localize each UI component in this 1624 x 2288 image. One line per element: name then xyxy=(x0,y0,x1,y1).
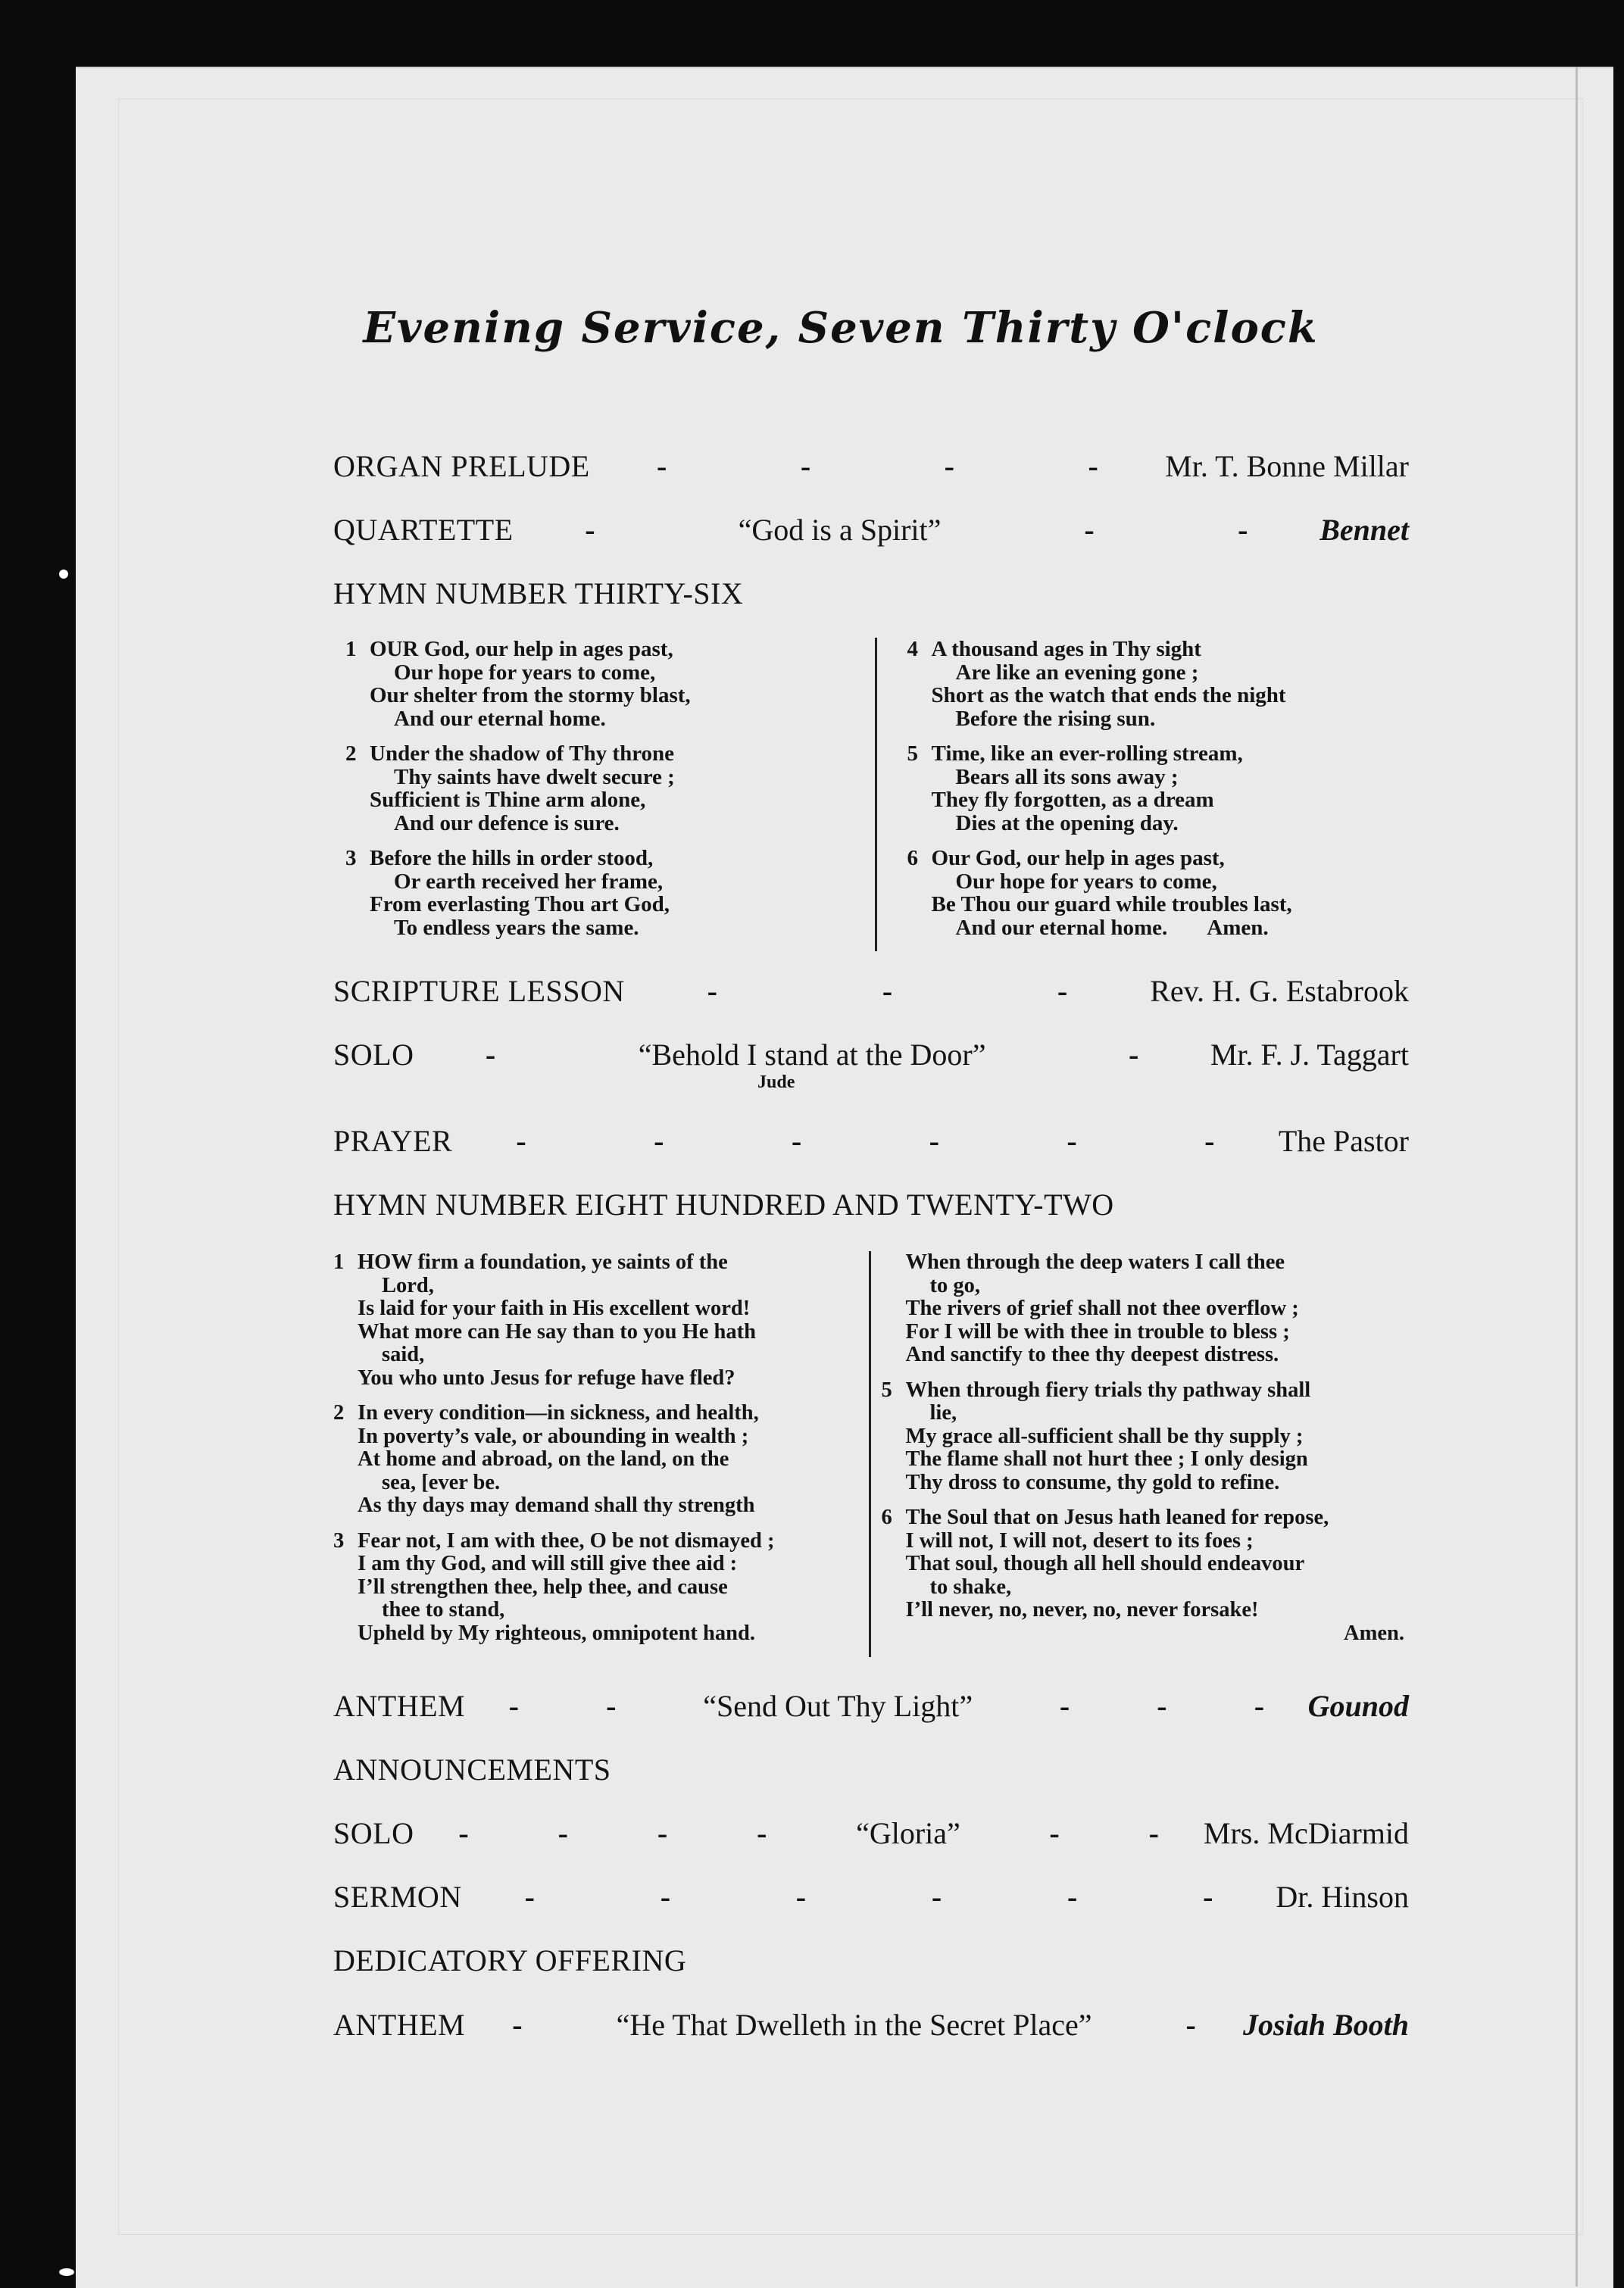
item-label: ANTHEM xyxy=(333,1688,466,1723)
column-divider xyxy=(869,1251,871,1657)
verse-line xyxy=(907,638,1407,661)
verse-line xyxy=(882,1472,1405,1495)
program-item-dedicatory-offering xyxy=(333,1940,1409,1980)
leader-dash: - xyxy=(1088,448,1098,483)
verse-line xyxy=(333,1344,857,1367)
item-leader xyxy=(625,973,1150,1009)
leader-dash: - xyxy=(512,2007,523,2042)
verse-text: OUR God, our help in ages past, xyxy=(370,637,673,661)
verse-text: Is laid for your faith in His excellent word! xyxy=(358,1297,751,1320)
verse-text: to shake, xyxy=(929,1575,1012,1599)
scan-speck xyxy=(59,2268,74,2276)
hymn-heading-label: HYMN NUMBER THIRTY-SIX xyxy=(333,576,744,610)
leader-dash: - xyxy=(654,1123,664,1158)
program-item-scripture-lesson xyxy=(333,971,1409,1010)
verse-line xyxy=(345,893,845,916)
verse-line xyxy=(882,1425,1405,1449)
verse-line xyxy=(882,1321,1405,1344)
solo-composer-credit: Jude xyxy=(757,1072,795,1092)
verse-text: Thy saints have dwelt secure ; xyxy=(394,764,675,789)
hymn-verse xyxy=(345,638,845,730)
leader-dash: - xyxy=(1067,1879,1078,1914)
verse-line xyxy=(907,742,1407,766)
leader-dash: - xyxy=(929,1123,939,1158)
verse-text: Before the rising sun. xyxy=(955,706,1156,731)
item-leader xyxy=(465,1688,1308,1724)
item-label: ORGAN PRELUDE xyxy=(333,448,590,483)
verse-line xyxy=(333,1425,857,1449)
item-title: “Gloria” xyxy=(856,1815,960,1850)
verse-number: 5 xyxy=(907,741,918,766)
verse-number: 3 xyxy=(333,1528,345,1553)
verse-line xyxy=(907,661,1407,685)
verse-number: 1 xyxy=(333,1250,345,1274)
verse-text: The Soul that on Jesus hath leaned for repose, xyxy=(905,1506,1329,1529)
verse-number: 1 xyxy=(345,637,357,661)
leader-dash: - xyxy=(1084,512,1095,547)
verse-line xyxy=(333,1297,857,1321)
item-label: PRAYER xyxy=(333,1123,453,1158)
leader-dash: - xyxy=(1157,1688,1167,1723)
verse-number: 2 xyxy=(345,741,357,766)
verse-text: And our eternal home. xyxy=(394,706,606,731)
verse-text: Before the hills in order stood, xyxy=(370,846,654,870)
item-performer: Josiah Booth xyxy=(1243,2007,1409,2042)
verse-line xyxy=(333,1321,857,1344)
leader-dash: - xyxy=(944,448,954,483)
hymn-verse xyxy=(333,1251,857,1390)
program-item-anthem xyxy=(333,2005,1409,2044)
leader-dash: - xyxy=(1049,1815,1060,1850)
hymn-heading xyxy=(333,1185,1409,1224)
leader-dash: - xyxy=(508,1688,519,1723)
leader-dash: - xyxy=(1067,1123,1077,1158)
hymn-verse xyxy=(333,1402,857,1518)
leader-dash: - xyxy=(1129,1037,1139,1072)
verse-line xyxy=(345,684,845,707)
verse-line xyxy=(333,1599,857,1622)
program-item-solo xyxy=(333,1813,1409,1853)
verse-number: 6 xyxy=(881,1506,892,1529)
verse-text: Fear not, I am with thee, O be not dismayed ; xyxy=(358,1528,775,1553)
amen-line xyxy=(882,1622,1405,1646)
leader-dash: - xyxy=(524,1879,535,1914)
hymn-thirty-six-text xyxy=(345,638,1406,951)
verse-line xyxy=(333,1553,857,1576)
verse-line xyxy=(882,1599,1405,1622)
verse-text: To endless years the same. xyxy=(394,915,639,940)
leader-dash: - xyxy=(606,1688,617,1723)
hymn-verse xyxy=(345,742,845,835)
verse-line xyxy=(907,916,1407,940)
verse-text: And our eternal home. xyxy=(955,915,1168,940)
leader-dash: - xyxy=(557,1815,568,1850)
verse-text: sea, [ever be. xyxy=(382,1470,501,1494)
program-item-quartette xyxy=(333,510,1409,549)
verse-line xyxy=(882,1448,1405,1472)
verse-line xyxy=(345,766,845,789)
verse-line xyxy=(907,870,1407,894)
verse-line xyxy=(882,1379,1405,1403)
verse-line xyxy=(345,788,845,812)
leader-dash: - xyxy=(931,1879,942,1914)
item-performer: The Pastor xyxy=(1278,1123,1409,1158)
hymn-verse xyxy=(333,1530,857,1646)
item-title: “Send Out Thy Light” xyxy=(703,1688,973,1723)
program-item-prayer xyxy=(333,1121,1409,1160)
hymn-verse xyxy=(907,638,1407,730)
verse-line xyxy=(333,1472,857,1495)
verse-line xyxy=(882,1402,1405,1425)
hymn-column-left xyxy=(345,638,845,951)
leader-dash: - xyxy=(585,512,595,547)
verse-line xyxy=(333,1448,857,1472)
item-leader xyxy=(590,448,1165,484)
verse-text: Upheld by My righteous, omnipotent hand. xyxy=(358,1621,755,1645)
verse-text: I’ll strengthen thee, help thee, and cause xyxy=(358,1575,728,1599)
verse-text: Short as the watch that ends the night xyxy=(931,683,1286,707)
verse-line xyxy=(907,684,1407,707)
leader-dash: - xyxy=(791,1123,802,1158)
verse-line xyxy=(907,707,1407,731)
hymn-verse xyxy=(882,1379,1405,1495)
verse-line xyxy=(345,707,845,731)
verse-text: A thousand ages in Thy sight xyxy=(931,637,1201,661)
program-item-sermon xyxy=(333,1877,1409,1916)
verse-line xyxy=(333,1494,857,1518)
item-leader xyxy=(465,2007,1243,2043)
verse-text: In every condition—in sickness, and health, xyxy=(358,1401,759,1425)
leader-dash: - xyxy=(707,973,717,1008)
verse-line xyxy=(882,1553,1405,1576)
item-performer: Mr. T. Bonne Millar xyxy=(1165,448,1409,483)
verse-text: Under the shadow of Thy throne xyxy=(370,741,675,766)
hymn-verse xyxy=(882,1506,1405,1645)
verse-text: Time, like an ever-rolling stream, xyxy=(931,741,1243,766)
item-label: QUARTETTE xyxy=(333,512,514,547)
verse-text: HOW firm a foundation, ye saints of the xyxy=(358,1250,728,1274)
item-performer: Rev. H. G. Estabrook xyxy=(1150,973,1409,1008)
verse-text: And sanctify to thee thy deepest distress. xyxy=(905,1343,1279,1366)
item-performer: Dr. Hinson xyxy=(1276,1879,1409,1914)
program-item-anthem xyxy=(333,1686,1409,1725)
verse-line xyxy=(882,1506,1405,1530)
verse-line xyxy=(907,788,1407,812)
item-label: ANTHEM xyxy=(333,2007,466,2042)
hymn-verse xyxy=(907,847,1407,939)
verse-line xyxy=(345,870,845,894)
verse-line xyxy=(882,1530,1405,1553)
leader-dash: - xyxy=(1254,1688,1265,1723)
leader-dash: - xyxy=(795,1879,807,1914)
verse-text: thee to stand, xyxy=(382,1598,505,1622)
hymn-column-right xyxy=(882,1251,1408,1657)
leader-dash: - xyxy=(1238,512,1248,547)
verse-text: Dies at the opening day. xyxy=(955,810,1179,835)
leader-dash: - xyxy=(660,1879,671,1914)
verse-number: 2 xyxy=(333,1401,345,1425)
verse-text: The rivers of grief shall not thee overflow ; xyxy=(905,1297,1299,1320)
item-title: “Behold I stand at the Door” xyxy=(638,1037,986,1072)
leader-dash: - xyxy=(1057,973,1068,1008)
amen-text: Amen. xyxy=(1344,1621,1404,1645)
leader-dash: - xyxy=(657,1815,668,1850)
verse-text: to go, xyxy=(929,1273,980,1297)
verse-line xyxy=(333,1530,857,1553)
verse-text: Our hope for years to come, xyxy=(955,869,1217,894)
item-label: SOLO xyxy=(333,1037,414,1072)
item-label: ANNOUNCEMENTS xyxy=(333,1752,611,1787)
item-label: SCRIPTURE LESSON xyxy=(333,973,625,1008)
verse-number: 6 xyxy=(907,846,918,870)
verse-text: Our God, our help in ages past, xyxy=(931,846,1225,870)
column-divider xyxy=(875,638,877,951)
hymn-heading xyxy=(333,573,1409,613)
item-performer: Bennet xyxy=(1320,512,1409,547)
verse-text: The flame shall not hurt thee ; I only design xyxy=(905,1447,1308,1471)
item-performer: Mrs. McDiarmid xyxy=(1203,1815,1409,1850)
item-performer: Gounod xyxy=(1307,1688,1409,1723)
verse-text: When through the deep waters I call thee xyxy=(905,1250,1285,1274)
item-leader xyxy=(414,1037,1210,1072)
verse-text: I’ll never, no, never, no, never forsake! xyxy=(905,1598,1259,1622)
verse-line xyxy=(907,812,1407,835)
verse-line xyxy=(882,1275,1405,1298)
item-leader xyxy=(414,1815,1203,1851)
verse-line xyxy=(333,1402,857,1425)
leader-dash: - xyxy=(1185,2007,1196,2042)
program-item-announcements xyxy=(333,1750,1409,1789)
verse-text: Sufficient is Thine arm alone, xyxy=(370,788,646,812)
verse-text: Lord, xyxy=(382,1273,434,1297)
page-edge xyxy=(1576,67,1578,2286)
item-leader xyxy=(462,1879,1276,1915)
item-leader xyxy=(452,1123,1279,1159)
hymn-verse xyxy=(907,742,1407,835)
item-label: DEDICATORY OFFERING xyxy=(333,1943,687,1977)
verse-line xyxy=(345,638,845,661)
verse-line xyxy=(907,847,1407,870)
hymn-column-right xyxy=(907,638,1407,951)
verse-text: Our hope for years to come, xyxy=(394,660,656,685)
verse-text: For I will be with thee in trouble to bless ; xyxy=(905,1319,1290,1344)
hymn-eight-twenty-two-text xyxy=(333,1251,1407,1657)
verse-text: lie, xyxy=(929,1401,957,1425)
verse-line xyxy=(907,766,1407,789)
leader-dash: - xyxy=(516,1123,526,1158)
program-item-organ-prelude xyxy=(333,446,1409,485)
leader-dash: - xyxy=(1148,1815,1159,1850)
verse-number: 4 xyxy=(907,637,918,661)
verse-line xyxy=(345,812,845,835)
leader-dash: - xyxy=(800,448,811,483)
verse-text: Are like an evening gone ; xyxy=(955,660,1199,685)
scan-speck xyxy=(59,570,68,579)
verse-text: Bears all its sons away ; xyxy=(955,764,1179,789)
verse-line xyxy=(882,1576,1405,1600)
leader-dash: - xyxy=(1203,1879,1213,1914)
leader-dash: - xyxy=(882,973,893,1008)
verse-text: They fly forgotten, as a dream xyxy=(931,788,1214,812)
verse-line xyxy=(333,1576,857,1600)
item-title: “God is a Spirit” xyxy=(738,512,942,547)
verse-text: Our shelter from the stormy blast, xyxy=(370,683,691,707)
verse-text: And our defence is sure. xyxy=(394,810,620,835)
verse-text: You who unto Jesus for refuge have fled? xyxy=(358,1366,735,1390)
verse-text: Be Thou our guard while troubles last, xyxy=(931,892,1292,916)
item-title: “He That Dwelleth in the Secret Place” xyxy=(616,2007,1092,2042)
verse-text: My grace all-sufficient shall be thy supply ; xyxy=(905,1424,1304,1448)
leader-dash: - xyxy=(485,1037,496,1072)
verse-line xyxy=(333,1251,857,1275)
verse-line xyxy=(345,847,845,870)
verse-line xyxy=(333,1275,857,1298)
item-performer: Mr. F. J. Taggart xyxy=(1210,1037,1409,1072)
verse-line xyxy=(882,1344,1405,1367)
verse-text: Or earth received her frame, xyxy=(394,869,664,894)
verse-line xyxy=(333,1622,857,1646)
verse-line xyxy=(882,1297,1405,1321)
item-label: SERMON xyxy=(333,1879,462,1914)
verse-number: 3 xyxy=(345,846,357,870)
program-item-solo xyxy=(333,1035,1409,1074)
verse-text: That soul, though all hell should endeavour xyxy=(905,1552,1305,1575)
verse-line xyxy=(333,1367,857,1391)
hymn-verse xyxy=(882,1251,1405,1367)
verse-text: In poverty’s vale, or abounding in wealth ; xyxy=(358,1424,749,1448)
leader-dash: - xyxy=(656,448,667,483)
hymn-column-left xyxy=(333,1251,860,1657)
leader-dash: - xyxy=(458,1815,469,1850)
verse-line xyxy=(882,1251,1405,1275)
verse-line xyxy=(907,893,1407,916)
amen-text: Amen. xyxy=(1207,915,1269,940)
verse-text: I am thy God, and will still give thee aid : xyxy=(358,1552,738,1575)
item-leader xyxy=(514,512,1320,548)
verse-text: I will not, I will not, desert to its foes ; xyxy=(905,1528,1254,1553)
hymn-verse xyxy=(345,847,845,939)
verse-line xyxy=(345,742,845,766)
leader-dash: - xyxy=(1059,1688,1070,1723)
verse-text: What more can He say than to you He hath xyxy=(358,1319,756,1344)
hymn-heading-label: HYMN NUMBER EIGHT HUNDRED AND TWENTY-TWO xyxy=(333,1187,1114,1222)
verse-text: When through fiery trials thy pathway shall xyxy=(905,1378,1311,1402)
leader-dash: - xyxy=(1204,1123,1215,1158)
verse-line xyxy=(345,661,845,685)
verse-text: At home and abroad, on the land, on the xyxy=(358,1447,729,1471)
verse-text: Thy dross to consume, thy gold to refine. xyxy=(905,1470,1280,1494)
item-label: SOLO xyxy=(333,1815,414,1850)
verse-text: From everlasting Thou art God, xyxy=(370,892,670,916)
verse-number: 5 xyxy=(881,1378,892,1402)
verse-text: As thy days may demand shall thy strength xyxy=(358,1494,755,1517)
leader-dash: - xyxy=(757,1815,767,1850)
verse-text: said, xyxy=(382,1343,425,1366)
verse-line xyxy=(345,916,845,940)
page-title: Evening Service, Seven Thirty O'clock xyxy=(363,303,1319,353)
